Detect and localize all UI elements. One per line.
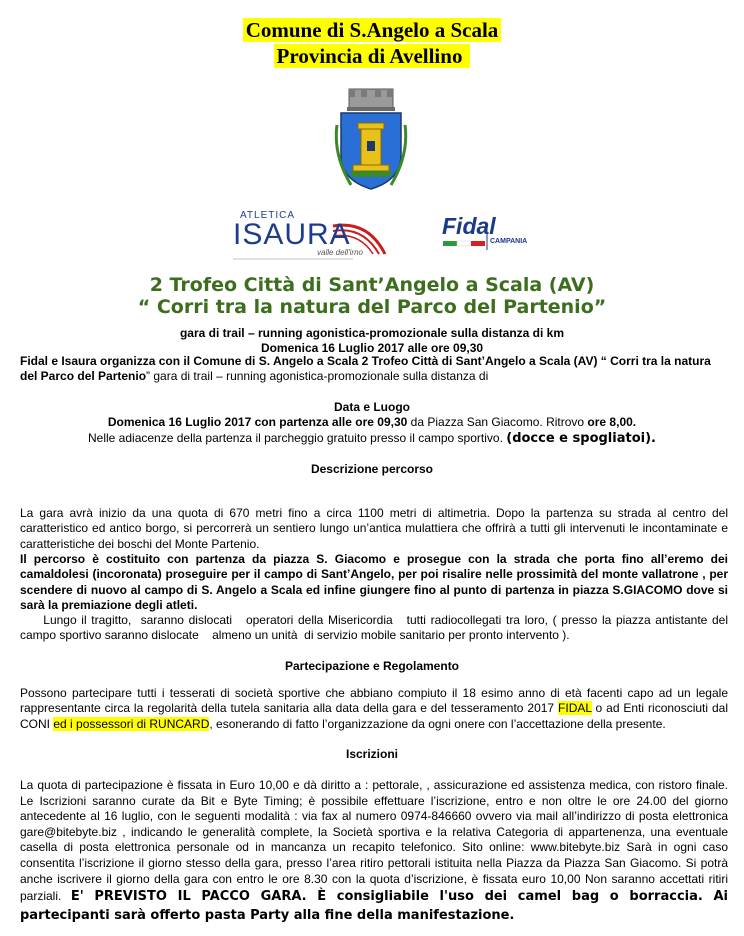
data-luogo-line1: Domenica 16 Luglio 2017 con partenza alle ore 09,30 da Piazza San Giacomo. Ritrovo ore 8,00. [107,415,637,429]
fidal-highlight: FIDAL [558,701,592,716]
percorso-p1: La gara avrà inizio da una quota di 670 metri fino a circa 1100 metri di altimetria. Dopo la partenza su strada al centro del caratteristico ed antico borgo, si percorrerà un sentiero lungo un’antica mulattiera che offrirà a tutti gli intervenuti le incontaminate e caratteristiche dei boschi del Monte Partenio. [20,506,728,551]
isaura-sub-text: valle dell'irno [317,248,363,257]
fidal-text: Fidal [442,213,496,239]
iscrizioni-bold: E' PREVISTO IL PACCO GARA. È consigliabile l'uso dei camel bag o borraccia. Ai partecipanti sarà offerto pasta Party alla fine della manifestazione. [20,889,728,924]
partecipazione-paragraph: Possono partecipare tutti i tesserati di società sportive che abbiano compiuto il 18 esimo anno di età facenti capo ad un legale rappresentante circa la regolarità della tutela sanitaria alla data della gara e del tesseramento 2017 FIDAL o ad Enti riconosciuti dal CONI ed i possessori di RUNCARD, esonerando di fatto l’organizzazione da ogni onere con l’accettazione della presente. [20,686,729,731]
header-line2: Provincia di Avellino [0,44,744,69]
intro-paragraph [20,354,728,385]
intro-rest: ” gara di trail – running agonistica-promozionale sulla distanza di [146,369,489,384]
trophy-subtitle: “ Corri tra la natura del Parco del Partenio” [137,296,607,318]
percorso-p3: Lungo il tragitto, saranno dislocati operatori della Misericordia tutti radiocollegati tra loro, ( presso la piazza antistante del campo sportivo saranno dislocate almeno un unità di servizio mobile sanitario per pronto intervento ). [20,613,732,643]
fidal-region-text: CAMPANIA [490,238,528,245]
race-type: gara di trail – running agonistica-promozionale sulla distanza di km [179,326,565,340]
partecipazione-heading: Partecipazione e Regolamento [284,659,460,673]
trophy-title: 2 Trofeo Città di Sant’Angelo a Scala (AV) [149,274,595,296]
isaura-main-text: ISAURA [233,218,351,251]
header-line1: Comune di S.Angelo a Scala [0,18,744,43]
percorso-heading: Descrizione percorso [310,462,434,476]
isaura-top-text: ATLETICA [240,210,296,221]
iscrizioni-paragraph: La quota di partecipazione è fissata in Euro 10,00 e dà diritto a : pettorale, , assicurazione ed assistenza medica, con ristoro finale. Le Iscrizioni saranno curate da Bit e Byte Timing; è possibile effettuare l’iscrizione, entro e non oltre le ore 24.00 del giorno antecedente al 16 luglio, con le seguenti modalità : via fax al numero 0974-846660 ovvero via mail all’indirizzo di posta elettronica gare@bitebyte.biz , indicando le generalità complete, la Società sportiva e la relativa Categoria di appartenenza, una eventuale casella di posta elettronica personale od in mancanza un recapito telefonico. Sito online: www.bitebyte.biz Sarà in ogni caso consentita l’iscrizione il giorno stesso della gara, presso l’area ritiro pettorali istituita nella Piazza da Piazza San Giacomo. Si potrà anche iscrivere il giorno della gara con entro le ore 8.30 con la quota d’iscrizione, è fissata euro 10,00 Non saranno accettati ritiri parziali. E' PREVISTO IL PACCO GARA. È consigliabile l'uso dei camel bag o borraccia. Ai partecipanti sarà offerto pasta Party alla fine della manifestazione. [20,778,728,924]
race-date: Domenica 16 Luglio 2017 alle ore 09,30 [260,341,484,355]
intro-bold: Fidal e Isaura organizza con il Comune di S. Angelo a Scala 2 Trofeo Città di Sant’Angelo a Scala (AV) “ Corri tra la natura del Parco del Partenio [20,354,711,384]
iscrizioni-heading: Iscrizioni [345,747,398,761]
data-luogo-line2: Nelle adiacenze della partenza il parcheggio gratuito presso il campo sportivo. (docce e spogliatoi). [88,431,656,446]
coat-of-arms-icon [331,85,411,193]
percorso-p2: Il percorso è costituito con partenza da piazza S. Giacomo e prosegue con la strada che porta fino all’eremo dei camaldolesi (incoronata) proseguire per il campo di Sant’Angelo, per poi risalire nelle prossimità del monte vallatrone , per scendere di nuovo al campo di S. Angelo a Scala ed infine giungere fino al punto di partenza in piazza S.GIACOMO dove si sarà la premiazione degli atleti. [20,552,728,613]
data-luogo-heading: Data e Luogo [333,400,410,414]
runcard-highlight: ed i possessori di RUNCARD [53,716,210,731]
